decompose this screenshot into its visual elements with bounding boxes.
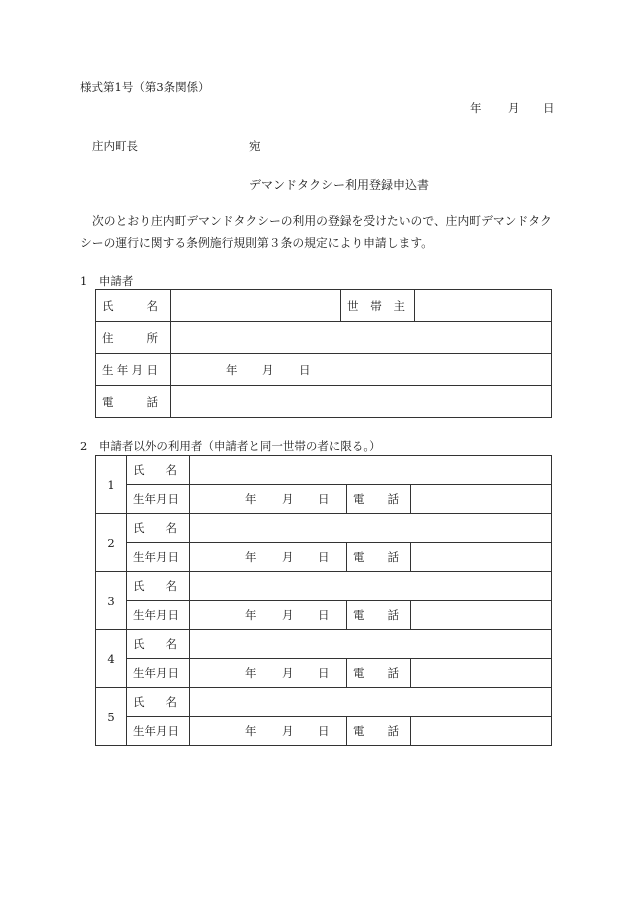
user-phone-label: 電 話 bbox=[347, 717, 411, 746]
user-number: 4 bbox=[96, 630, 127, 688]
user-number: 3 bbox=[96, 572, 127, 630]
addressee-honorific: 宛 bbox=[249, 139, 261, 153]
header-date-day: 日 bbox=[543, 101, 555, 115]
addressee-name: 庄内町長 bbox=[92, 139, 138, 153]
birth-year-label: 年 bbox=[226, 362, 238, 377]
table-row bbox=[96, 322, 552, 354]
table-row bbox=[96, 485, 552, 514]
user-phone-field[interactable] bbox=[411, 543, 552, 572]
month-label: 月 bbox=[282, 666, 294, 680]
section2-heading: 2 申請者以外の利用者（申請者と同一世帯の者に限る。） bbox=[80, 439, 381, 453]
user-phone-field[interactable] bbox=[411, 601, 552, 630]
householder-field[interactable] bbox=[415, 290, 552, 322]
user-birth-label: 生年月日 bbox=[127, 485, 190, 514]
day-label: 日 bbox=[318, 666, 330, 680]
householder-label: 世 帯 主 bbox=[341, 290, 415, 322]
table-row bbox=[96, 354, 552, 386]
month-label: 月 bbox=[282, 608, 294, 622]
user-phone-label: 電 話 bbox=[347, 659, 411, 688]
intro-line-2: シーの運行に関する条例施行規則第３条の規定により申請します。 bbox=[80, 236, 433, 250]
birth-month-label: 月 bbox=[262, 362, 274, 377]
header-date-month: 月 bbox=[508, 101, 520, 115]
applicant-name-field[interactable] bbox=[171, 290, 341, 322]
intro-line-1: 次のとおり庄内町デマンドタクシーの利用の登録を受けたいので、庄内町デマンドタク bbox=[92, 214, 552, 228]
user-name-label: 氏 名 bbox=[127, 456, 190, 485]
month-label: 月 bbox=[282, 492, 294, 506]
user-phone-field[interactable] bbox=[411, 717, 552, 746]
birth-label: 生 年 月 日 bbox=[96, 354, 171, 386]
table-row bbox=[96, 659, 552, 688]
applicant-birthdate-field[interactable] bbox=[171, 354, 552, 386]
day-label: 日 bbox=[318, 608, 330, 622]
user-birth-label: 生年月日 bbox=[127, 601, 190, 630]
table-row bbox=[96, 601, 552, 630]
day-label: 日 bbox=[318, 724, 330, 738]
applicant-table bbox=[95, 289, 552, 418]
form-title: デマンドタクシー利用登録申込書 bbox=[249, 178, 430, 192]
user-birthdate-field[interactable] bbox=[190, 543, 347, 572]
user-name-field[interactable] bbox=[190, 456, 552, 485]
applicant-address-field[interactable] bbox=[171, 322, 552, 354]
user-birthdate-field[interactable] bbox=[190, 485, 347, 514]
table-row bbox=[96, 543, 552, 572]
user-name-label: 氏 名 bbox=[127, 688, 190, 717]
user-number: 5 bbox=[96, 688, 127, 746]
user-phone-label: 電 話 bbox=[347, 601, 411, 630]
header-date-year: 年 bbox=[470, 101, 482, 115]
table-row bbox=[96, 386, 552, 418]
table-row bbox=[96, 456, 552, 485]
user-name-field[interactable] bbox=[190, 572, 552, 601]
user-phone-label: 電 話 bbox=[347, 485, 411, 514]
table-row bbox=[96, 572, 552, 601]
user-phone-field[interactable] bbox=[411, 485, 552, 514]
user-number: 2 bbox=[96, 514, 127, 572]
user-name-field[interactable] bbox=[190, 688, 552, 717]
table-row bbox=[96, 688, 552, 717]
form-number: 様式第1号（第3条関係） bbox=[80, 80, 210, 94]
year-label: 年 bbox=[245, 608, 257, 622]
year-label: 年 bbox=[245, 550, 257, 564]
month-label: 月 bbox=[282, 724, 294, 738]
applicant-phone-field[interactable] bbox=[171, 386, 552, 418]
phone-label: 電 話 bbox=[96, 386, 171, 418]
address-label: 住 所 bbox=[96, 322, 171, 354]
table-row bbox=[96, 630, 552, 659]
user-phone-field[interactable] bbox=[411, 659, 552, 688]
user-name-field[interactable] bbox=[190, 630, 552, 659]
month-label: 月 bbox=[282, 550, 294, 564]
user-name-label: 氏 名 bbox=[127, 630, 190, 659]
user-name-field[interactable] bbox=[190, 514, 552, 543]
day-label: 日 bbox=[318, 492, 330, 506]
table-row bbox=[96, 514, 552, 543]
other-users-table bbox=[95, 455, 552, 746]
year-label: 年 bbox=[245, 724, 257, 738]
year-label: 年 bbox=[245, 666, 257, 680]
table-row bbox=[96, 717, 552, 746]
user-number: 1 bbox=[96, 456, 127, 514]
day-label: 日 bbox=[318, 550, 330, 564]
table-row bbox=[96, 290, 552, 322]
user-birthdate-field[interactable] bbox=[190, 659, 347, 688]
year-label: 年 bbox=[245, 492, 257, 506]
user-phone-label: 電 話 bbox=[347, 543, 411, 572]
user-birth-label: 生年月日 bbox=[127, 543, 190, 572]
user-name-label: 氏 名 bbox=[127, 514, 190, 543]
section1-heading: 1 申請者 bbox=[80, 274, 134, 288]
user-birth-label: 生年月日 bbox=[127, 717, 190, 746]
user-name-label: 氏 名 bbox=[127, 572, 190, 601]
user-birthdate-field[interactable] bbox=[190, 717, 347, 746]
user-birth-label: 生年月日 bbox=[127, 659, 190, 688]
birth-day-label: 日 bbox=[299, 362, 311, 377]
user-birthdate-field[interactable] bbox=[190, 601, 347, 630]
name-label: 氏 名 bbox=[96, 290, 171, 322]
